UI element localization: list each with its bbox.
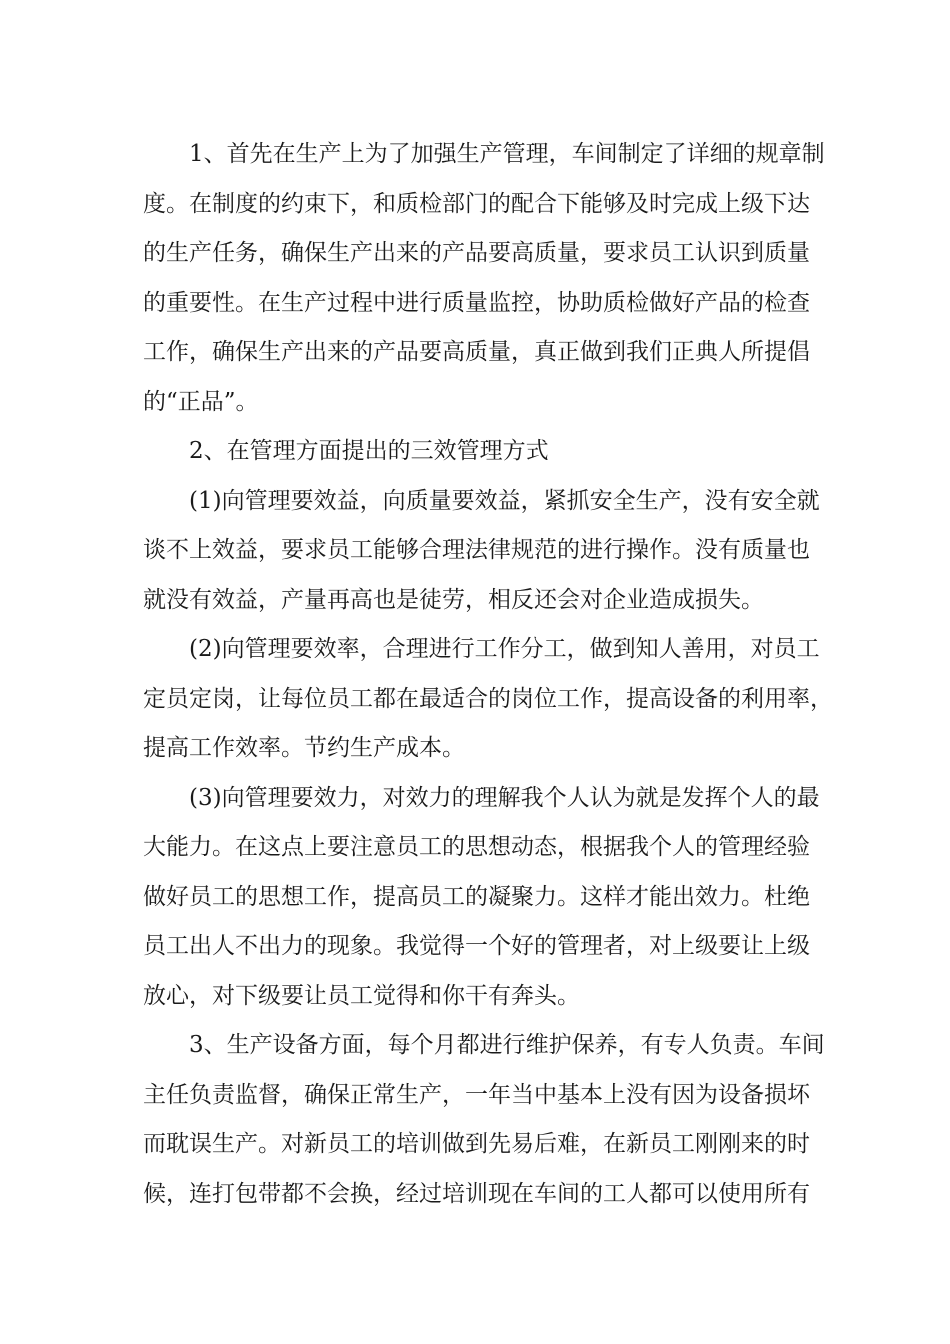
text-line: 的“正品”。 — [143, 388, 259, 415]
paragraph-efficiency — [143, 625, 833, 774]
text-line: 3、生产设备方面，每个月都进行维护保养，有专人负责。车间 — [189, 1032, 825, 1058]
text-line: (1)向管理要效益，向质量要效益，紧抓安全生产，没有安全就 — [189, 487, 820, 514]
text-line: 度。在制度的约束下，和质检部门的配合下能够及时完成上级下达 — [143, 190, 810, 217]
document-body — [143, 130, 833, 1219]
paragraph-benefit — [143, 477, 820, 626]
paragraph-management-heading — [143, 427, 815, 477]
text-line: 谈不上效益，要求员工能够合理法律规范的进行操作。没有质量也 — [143, 537, 810, 563]
text-line: 做好员工的思想工作，提高员工的凝聚力。这样才能出效力。杜绝 — [143, 883, 810, 910]
paragraph-effectiveness — [143, 774, 820, 1022]
paragraph-equipment — [143, 1021, 825, 1219]
text-line: (3)向管理要效力，对效力的理解我个人认为就是发挥个人的最 — [189, 784, 820, 811]
text-line: 而耽误生产。对新员工的培训做到先易后难，在新员工刚刚来的时 — [143, 1131, 810, 1157]
text-line: 放心，对下级要让员工觉得和你干有奔头。 — [143, 982, 580, 1009]
text-line: 提高工作效率。节约生产成本。 — [143, 735, 465, 761]
text-line: 定员定岗，让每位员工都在最适合的岗位工作，提高设备的利用率， — [143, 685, 833, 712]
text-line: 的生产任务，确保生产出来的产品要高质量，要求员工认识到质量 — [143, 240, 810, 266]
text-line: 大能力。在这点上要注意员工的思想动态，根据我个人的管理经验 — [143, 834, 810, 860]
text-line: 的重要性。在生产过程中进行质量监控，协助质检做好产品的检查 — [143, 289, 810, 316]
text-line: 1、首先在生产上为了加强生产管理，车间制定了详细的规章制 — [189, 141, 825, 167]
text-line: 就没有效益，产量再高也是徒劳，相反还会对企业造成损失。 — [143, 586, 764, 613]
text-line: 候，连打包带都不会换，经过培训现在车间的工人都可以使用所有 — [143, 1180, 810, 1207]
text-line: 2、在管理方面提出的三效管理方式 — [189, 438, 549, 464]
text-line: 工作，确保生产出来的产品要高质量，真正做到我们正典人所提倡 — [143, 339, 810, 365]
text-line: 员工出人不出力的现象。我觉得一个好的管理者，对上级要让上级 — [143, 933, 810, 959]
text-line: (2)向管理要效率，合理进行工作分工，做到知人善用，对员工 — [189, 636, 820, 662]
paragraph-production — [143, 130, 825, 427]
text-line: 主任负责监督，确保正常生产，一年当中基本上没有因为设备损坏 — [143, 1081, 810, 1108]
